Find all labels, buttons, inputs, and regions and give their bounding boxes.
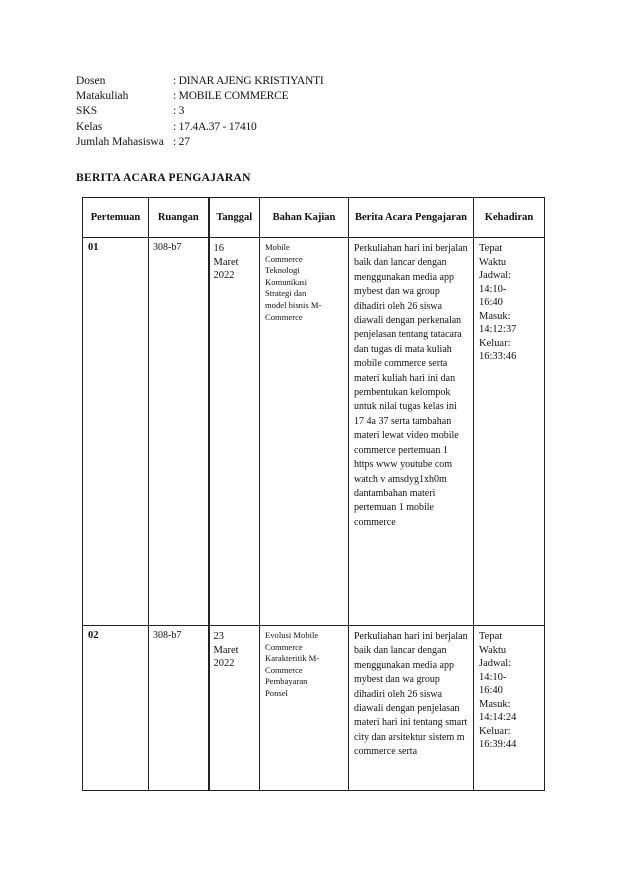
info-row-kelas [76,120,324,135]
cell-tanggal: 23 Maret 2022 [209,626,260,791]
info-value: : 27 [173,135,190,148]
column-header-kehadiran: Kehadiran [474,198,545,238]
info-row-jumlah-mahasiswa [76,135,324,150]
cell-ruangan: 308-b7 [149,238,209,626]
info-row-matakuliah [76,89,324,104]
cell-berita-acara: Perkuliahan hari ini berjalan baik dan lancar dengan menggunakan media app mybest dan wa group dihadiri oleh 26 siswa diawali dengan penjelasan materi hari ini tentang smart city dan arsitektur sistem m commerce serta [349,626,474,791]
column-header-pertemuan: Pertemuan [83,198,149,238]
table-header-row [83,198,545,238]
cell-kehadiran: Tepat Waktu Jadwal: 14:10- 16:40 Masuk: 14:14:24 Keluar: 16:39:44 [474,626,545,791]
cell-berita-acara: Perkuliahan hari ini berjalan baik dan lancar dengan menggunakan media app mybest dan wa group dihadiri oleh 26 siswa diawali dengan perkenalan penjelasan tentang tatacara dan tugas di mata kuliah mobile commerce serta materi kuliah hari ini dan pembentukan kelompok untuk nilai tugas kelas ini 17 4a 37 serta tambahan materi lewat video mobile commerce pertemuan 1 https www youtube com watch v amsdyg1xh0m dantambahan materi pertemuan 1 mobile commerce [349,238,474,626]
course-info [76,74,324,150]
column-header-bahan-kajian: Bahan Kajian [260,198,349,238]
info-row-dosen [76,74,324,89]
section-title: BERITA ACARA PENGAJARAN [76,172,251,184]
cell-bahan-kajian: Mobile Commerce Teknologi Komunikasi Strategi dan model bisnis M- Commerce [260,238,349,626]
teaching-report-table [82,197,545,791]
info-value: : DINAR AJENG KRISTIYANTI [173,75,324,87]
cell-tanggal: 16 Maret 2022 [209,238,260,626]
info-label: Matakuliah [76,90,129,103]
cell-ruangan: 308-b7 [149,626,209,791]
cell-pertemuan: 01 [83,238,149,626]
cell-pertemuan: 02 [83,626,149,791]
column-header-tanggal: Tanggal [209,198,260,238]
cell-bahan-kajian: Evolusi Mobile Commerce Karakteritik M- Commerce Pembayaran Ponsel [260,626,349,791]
info-label: SKS [76,105,98,118]
info-label: Jumlah Mahasiswa [76,135,164,148]
column-header-ruangan: Ruangan [149,198,209,238]
table-row [83,238,545,626]
column-header-berita-acara: Berita Acara Pengajaran [349,198,474,238]
info-row-sks [76,104,324,119]
info-value: : 17.4A.37 - 17410 [173,120,257,133]
table-row [83,626,545,791]
cell-kehadiran: Tepat Waktu Jadwal: 14:10- 16:40 Masuk: 14:12:37 Keluar: 16:33:46 [474,238,545,626]
info-value: : 3 [173,105,185,118]
info-label: Dosen [76,75,106,87]
info-label: Kelas [76,120,103,133]
info-value: : MOBILE COMMERCE [173,90,289,103]
